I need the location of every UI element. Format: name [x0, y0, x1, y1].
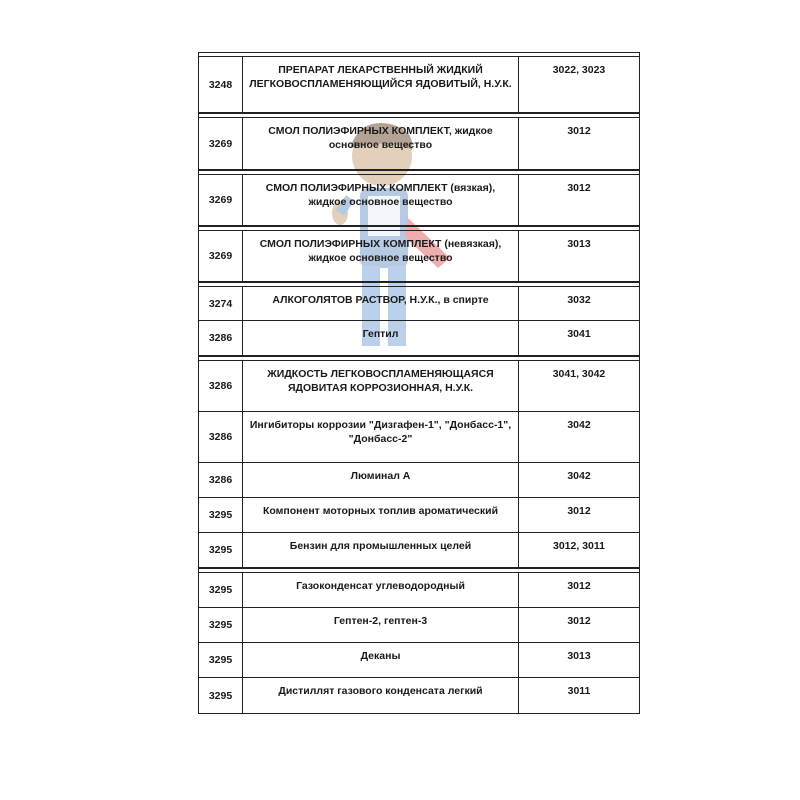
- table-row: [198, 56, 640, 113]
- substance-name-cell: ПРЕПАРАТ ЛЕКАРСТВЕННЫЙ ЖИДКИЙ ЛЕГКОВОСПЛАМЕНЯЮЩИЙСЯ ЯДОВИТЫЙ, Н.У.К.: [243, 57, 519, 112]
- un-number-cell: 3274: [199, 287, 243, 320]
- table-row: [198, 677, 640, 714]
- table-row: [198, 286, 640, 321]
- table-row: [198, 360, 640, 412]
- table-row: [198, 117, 640, 170]
- substance-name-cell: АЛКОГОЛЯТОВ РАСТВОР, Н.У.К., в спирте: [243, 287, 519, 320]
- table-row: [198, 411, 640, 463]
- table-row: [198, 532, 640, 568]
- substance-name-cell: Деканы: [243, 643, 519, 677]
- table-row: [198, 174, 640, 226]
- un-number-cell: 3286: [199, 321, 243, 355]
- un-number-cell: 3295: [199, 533, 243, 567]
- code-cell: 3012: [567, 615, 591, 627]
- table-row: [198, 642, 640, 678]
- code-cell: 3042: [567, 470, 591, 482]
- un-number-cell: 3248: [199, 57, 243, 112]
- un-number-cell: 3295: [199, 498, 243, 532]
- code-cell: 3042: [567, 419, 591, 431]
- un-number-cell: 3286: [199, 463, 243, 497]
- substance-name-cell: Ингибиторы коррозии "Дизгафен-1", "Донбасс-1", "Донбасс-2": [243, 412, 519, 462]
- code-cell: 3041: [567, 328, 591, 340]
- un-number-cell: 3295: [199, 608, 243, 642]
- un-number-cell: 3295: [199, 643, 243, 677]
- substance-name-cell: СМОЛ ПОЛИЭФИРНЫХ КОМПЛЕКТ (вязкая), жидкое основное вещество: [243, 175, 519, 225]
- code-cell: 3013: [567, 650, 591, 662]
- code-cell: 3012: [567, 580, 591, 592]
- code-cell: 3032: [567, 294, 591, 306]
- un-number-cell: 3286: [199, 361, 243, 411]
- un-number-cell: 3269: [199, 175, 243, 225]
- code-cell: 3022, 3023: [552, 64, 606, 76]
- substance-name-cell: Бензин для промышленных целей: [243, 533, 519, 567]
- substance-name-cell: Компонент моторных топлив ароматический: [243, 498, 519, 532]
- table-row: [198, 497, 640, 533]
- code-cell: 3012: [567, 505, 591, 517]
- un-number-cell: 3286: [199, 412, 243, 462]
- code-cell: 3013: [567, 238, 591, 250]
- substance-name-cell: ЖИДКОСТЬ ЛЕГКОВОСПЛАМЕНЯЮЩАЯСЯ ЯДОВИТАЯ КОРРОЗИОННАЯ, Н.У.К.: [243, 361, 519, 411]
- code-cell: 3012, 3011: [553, 540, 605, 552]
- data-table: [198, 52, 640, 714]
- un-number-cell: 3295: [199, 573, 243, 607]
- substance-name-cell: Гептен-2, гептен-3: [243, 608, 519, 642]
- table-row: [198, 230, 640, 282]
- table-row: [198, 572, 640, 608]
- code-cell: 3012: [567, 125, 591, 137]
- code-cell: 3041, 3042: [552, 368, 606, 380]
- un-number-cell: 3295: [199, 678, 243, 713]
- substance-name-cell: Газоконденсат углеводородный: [243, 573, 519, 607]
- table-row: [198, 607, 640, 643]
- table-row: [198, 320, 640, 356]
- table-row: [198, 462, 640, 498]
- code-cell: 3011: [567, 685, 591, 697]
- code-cell: 3012: [567, 182, 591, 194]
- un-number-cell: 3269: [199, 231, 243, 281]
- substance-name-cell: СМОЛ ПОЛИЭФИРНЫХ КОМПЛЕКТ (невязкая), жидкое основное вещество: [243, 231, 519, 281]
- un-number-cell: 3269: [199, 118, 243, 169]
- substance-name-cell: Гептил: [243, 321, 519, 355]
- substance-name-cell: СМОЛ ПОЛИЭФИРНЫХ КОМПЛЕКТ, жидкое основное вещество: [243, 118, 519, 169]
- substance-name-cell: Дистиллят газового конденсата легкий: [243, 678, 519, 713]
- substance-name-cell: Люминал А: [243, 463, 519, 497]
